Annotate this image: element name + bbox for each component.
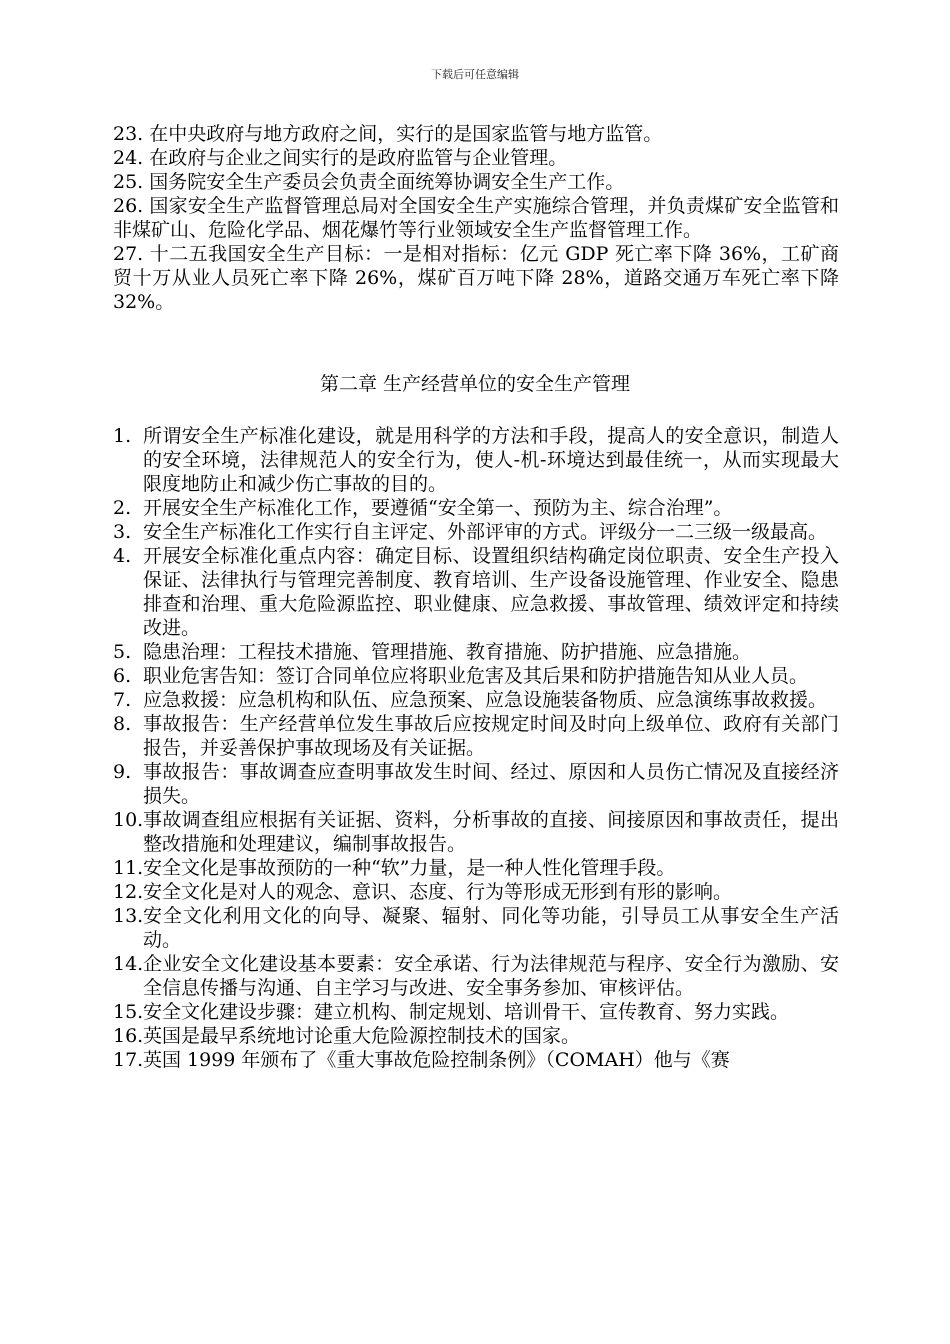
chapter-title: 第二章 生产经营单位的安全生产管理 [319,373,631,395]
list-item [113,856,839,880]
article-item: 23. 在中央政府与地方政府之间，实行的是国家监管与地方监管。 [113,123,663,145]
article-item: 24. 在政府与企业之间实行的是政府监管与企业管理。 [113,147,568,169]
item-number: 10. [113,809,144,831]
list-item [113,1048,839,1072]
item-number: 15. [113,1001,144,1023]
item-number: 2. [113,497,132,519]
item-text: 安全文化是对人的观念、意识、态度、行为等形成无形到有形的影响。 [143,881,733,903]
item-text: 英国 1999 年颁布了《重大事故危险控制条例》（COMAH）他与《赛 [143,1049,730,1071]
item-number: 11. [113,857,144,879]
list-item [113,1024,839,1048]
list-item [113,496,839,520]
item-number: 4. [113,545,132,567]
item-text: 开展安全标准化重点内容：确定目标、设置组织结构确定岗位职责、安全生产投入保证、法律执行与管理完善制度、教育培训、生产设备设施管理、作业安全、隐患排查和治理、重大危险源监控、职业健康、应急救援、事故管理、绩效评定和持续改进。 [143,545,839,639]
list-item [113,424,839,496]
list-item [113,520,839,544]
item-text: 隐患治理：工程技术措施、管理措施、教育措施、防护措施、应急措施。 [143,641,752,663]
article-list-top [113,122,839,314]
item-number: 14. [113,953,144,975]
item-text: 安全文化建设步骤：建立机构、制定规划、培训骨干、宣传教育、努力实践。 [143,1001,790,1023]
list-item [113,880,839,904]
item-number: 13. [113,905,144,927]
list-item [113,544,839,640]
list-item [113,1000,839,1024]
list-item [113,688,839,712]
list-item [113,640,839,664]
item-text: 企业安全文化建设基本要素：安全承诺、行为法律规范与程序、安全行为激励、安全信息传播与沟通、自主学习与改进、安全事务参加、审核评估。 [143,953,839,999]
item-number: 9. [113,761,132,783]
item-text: 安全文化是事故预防的一种“软”力量，是一种人性化管理手段。 [143,857,676,879]
list-item [113,904,839,952]
item-text: 安全生产标准化工作实行自主评定、外部评审的方式。评级分一二三级一级最高。 [143,521,828,543]
item-text: 事故调查组应根据有关证据、资料，分析事故的直接、间接原因和事故责任，提出整改措施和处理建议，编制事故报告。 [143,809,839,855]
item-number: 1. [113,425,132,447]
item-text: 应急救援：应急机构和队伍、应急预案、应急设施装备物质、应急演练事故救援。 [143,689,828,711]
item-number: 6. [113,665,132,687]
item-number: 7. [113,689,132,711]
item-text: 所谓安全生产标准化建设，就是用科学的方法和手段，提高人的安全意识，制造人的安全环境，法律规范人的安全行为，使人-机-环境达到最佳统一，从而实现最大限度地防止和减少伤亡事故的目的。 [143,425,839,495]
article-item: 25. 国务院安全生产委员会负责全面统筹协调安全生产工作。 [113,171,625,193]
list-item [113,664,839,688]
page-header: 下载后可任意编辑 [431,68,519,81]
list-item [113,760,839,808]
item-text: 事故报告：生产经营单位发生事故后应按规定时间及时向上级单位、政府有关部门报告，并妥善保护事故现场及有关证据。 [143,713,839,759]
item-number: 8. [113,713,132,735]
article-item: 26. 国家安全生产监督管理总局对全国安全生产实施综合管理，并负责煤矿安全监管和非煤矿山、危险化学品、烟花爆竹等行业领域安全生产监督管理工作。 [113,195,839,241]
list-item [113,808,839,856]
item-number: 5. [113,641,132,663]
item-number: 12. [113,881,144,903]
list-item [113,712,839,760]
item-number: 3. [113,521,132,543]
item-text: 英国是最早系统地讨论重大危险源控制技术的国家。 [143,1025,581,1047]
article-item: 27. 十二五我国安全生产目标：一是相对指标：亿元 GDP 死亡率下降 36%，工矿商贸十万从业人员死亡率下降 26%，煤矿百万吨下降 28%，道路交通万车死亡率下降 32%。 [113,243,839,313]
item-text: 事故报告：事故调查应查明事故发生时间、经过、原因和人员伤亡情况及直接经济损失。 [143,761,839,807]
item-number: 17. [113,1049,144,1071]
item-text: 安全文化利用文化的向导、凝聚、辐射、同化等功能，引导员工从事安全生产活动。 [143,905,839,951]
numbered-list [113,424,839,1072]
item-text: 开展安全生产标准化工作，要遵循“安全第一、预防为主、综合治理”。 [143,497,733,519]
item-number: 16. [113,1025,144,1047]
list-item [113,952,839,1000]
item-text: 职业危害告知：签订合同单位应将职业危害及其后果和防护措施告知从业人员。 [143,665,809,687]
